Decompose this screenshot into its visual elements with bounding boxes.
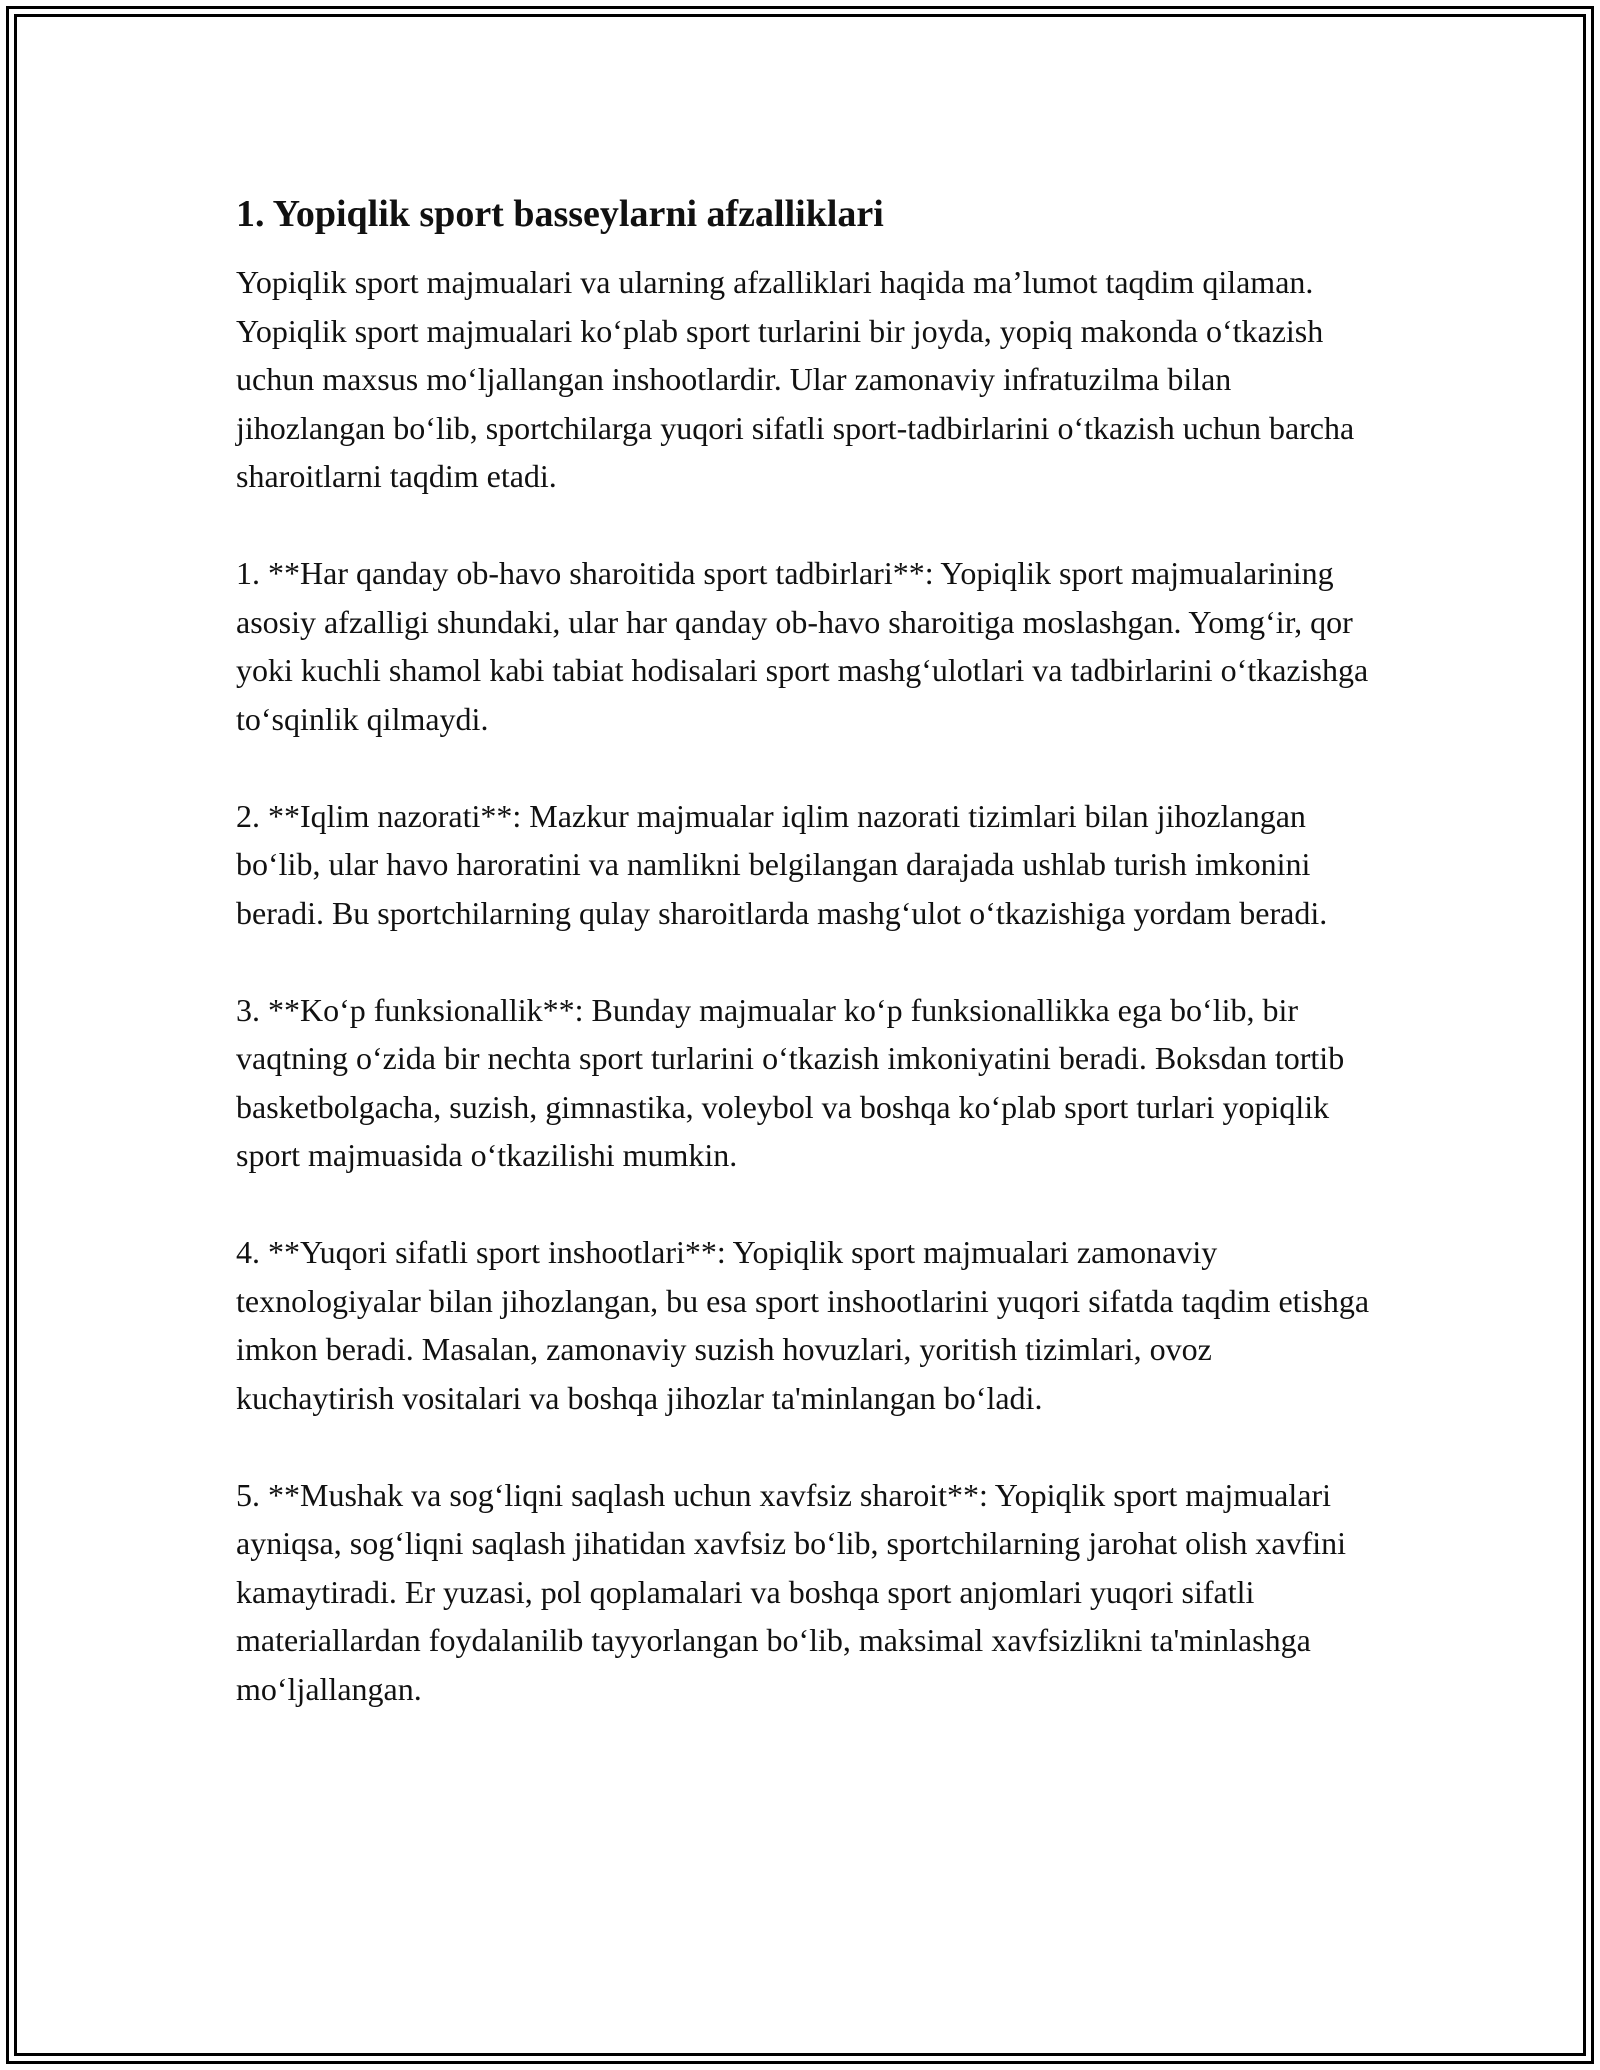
list-item-3: 3. **Ko‘p funksionallik**: Bunday majmualar ko‘p funksionallikka ega bo‘lib, bir vaqtning o‘zida bir nechta sport turlarini o‘tkazish imkoniyatini beradi. Boksdan tortib basketbolgacha, suzish, gimnastika, voleybol va boshqa ko‘plab sport turlari yopiqlik sport majmuasida o‘tkazilishi mumkin. xyxy=(236,991,1345,1173)
list-item-5: 5. **Mushak va sog‘liqni saqlash uchun xavfsiz sharoit**: Yopiqlik sport majmualari ayniqsa, sog‘liqni saqlash jihatidan xavfsiz bo‘lib, sportchilarning jarohat olish xavfini kamaytiradi. Er yuzasi, pol qoplamalari va boshqa sport anjomlari yuqori sifatli materiallardan foydalanilib tayyorlangan bo‘lib, maksimal xavfsizlikni ta'minlashga mo‘ljallangan. xyxy=(236,1476,1346,1707)
list-item-2: 2. **Iqlim nazorati**: Mazkur majmualar iqlim nazorati tizimlari bilan jihozlangan bo‘lib, ular havo haroratini va namlikni belgilangan darajada ushlab turish imkonini beradi. Bu sportchilarning qulay sharoitlarda mashg‘ulot o‘tkazishiga yordam beradi. xyxy=(236,797,1328,931)
intro-paragraph: Yopiqlik sport majmualari va ularning afzalliklari haqida ma’lumot taqdim qilaman. Yopiqlik sport majmualari ko‘plab sport turlarini bir joyda, yopiq makonda o‘tkazish uchun maxsus mo‘ljallangan inshootlardir. Ular zamonaviy infratuzilma bilan jihozlangan bo‘lib, sportchilarga yuqori sifatli sport-tadbirlarini o‘tkazish uchun barcha sharoitlarni taqdim etadi. xyxy=(236,264,1355,494)
document-body xyxy=(236,186,1376,1762)
document-title: 1. Yopiqlik sport basseylarni afzalliklari xyxy=(236,193,884,235)
list-item-4: 4. **Yuqori sifatli sport inshootlari**: Yopiqlik sport majmualari zamonaviy texnologiyalar bilan jihozlangan, bu esa sport inshootlarini yuqori sifatda taqdim etishga imkon beradi. Masalan, zamonaviy suzish hovuzlari, yoritish tizimlari, ovoz kuchaytirish vositalari va boshqa jihozlar ta'minlangan bo‘ladi. xyxy=(236,1234,1370,1416)
list-item-1: 1. **Har qanday ob-havo sharoitida sport tadbirlari**: Yopiqlik sport majmualarining asosiy afzalligi shundaki, ular har qanday ob-havo sharoitiga moslashgan. Yomg‘ir, qor yoki kuchli shamol kabi tabiat hodisalari sport mashg‘ulotlari va tadbirlarini o‘tkazishga to‘sqinlik qilmaydi. xyxy=(236,555,1369,737)
